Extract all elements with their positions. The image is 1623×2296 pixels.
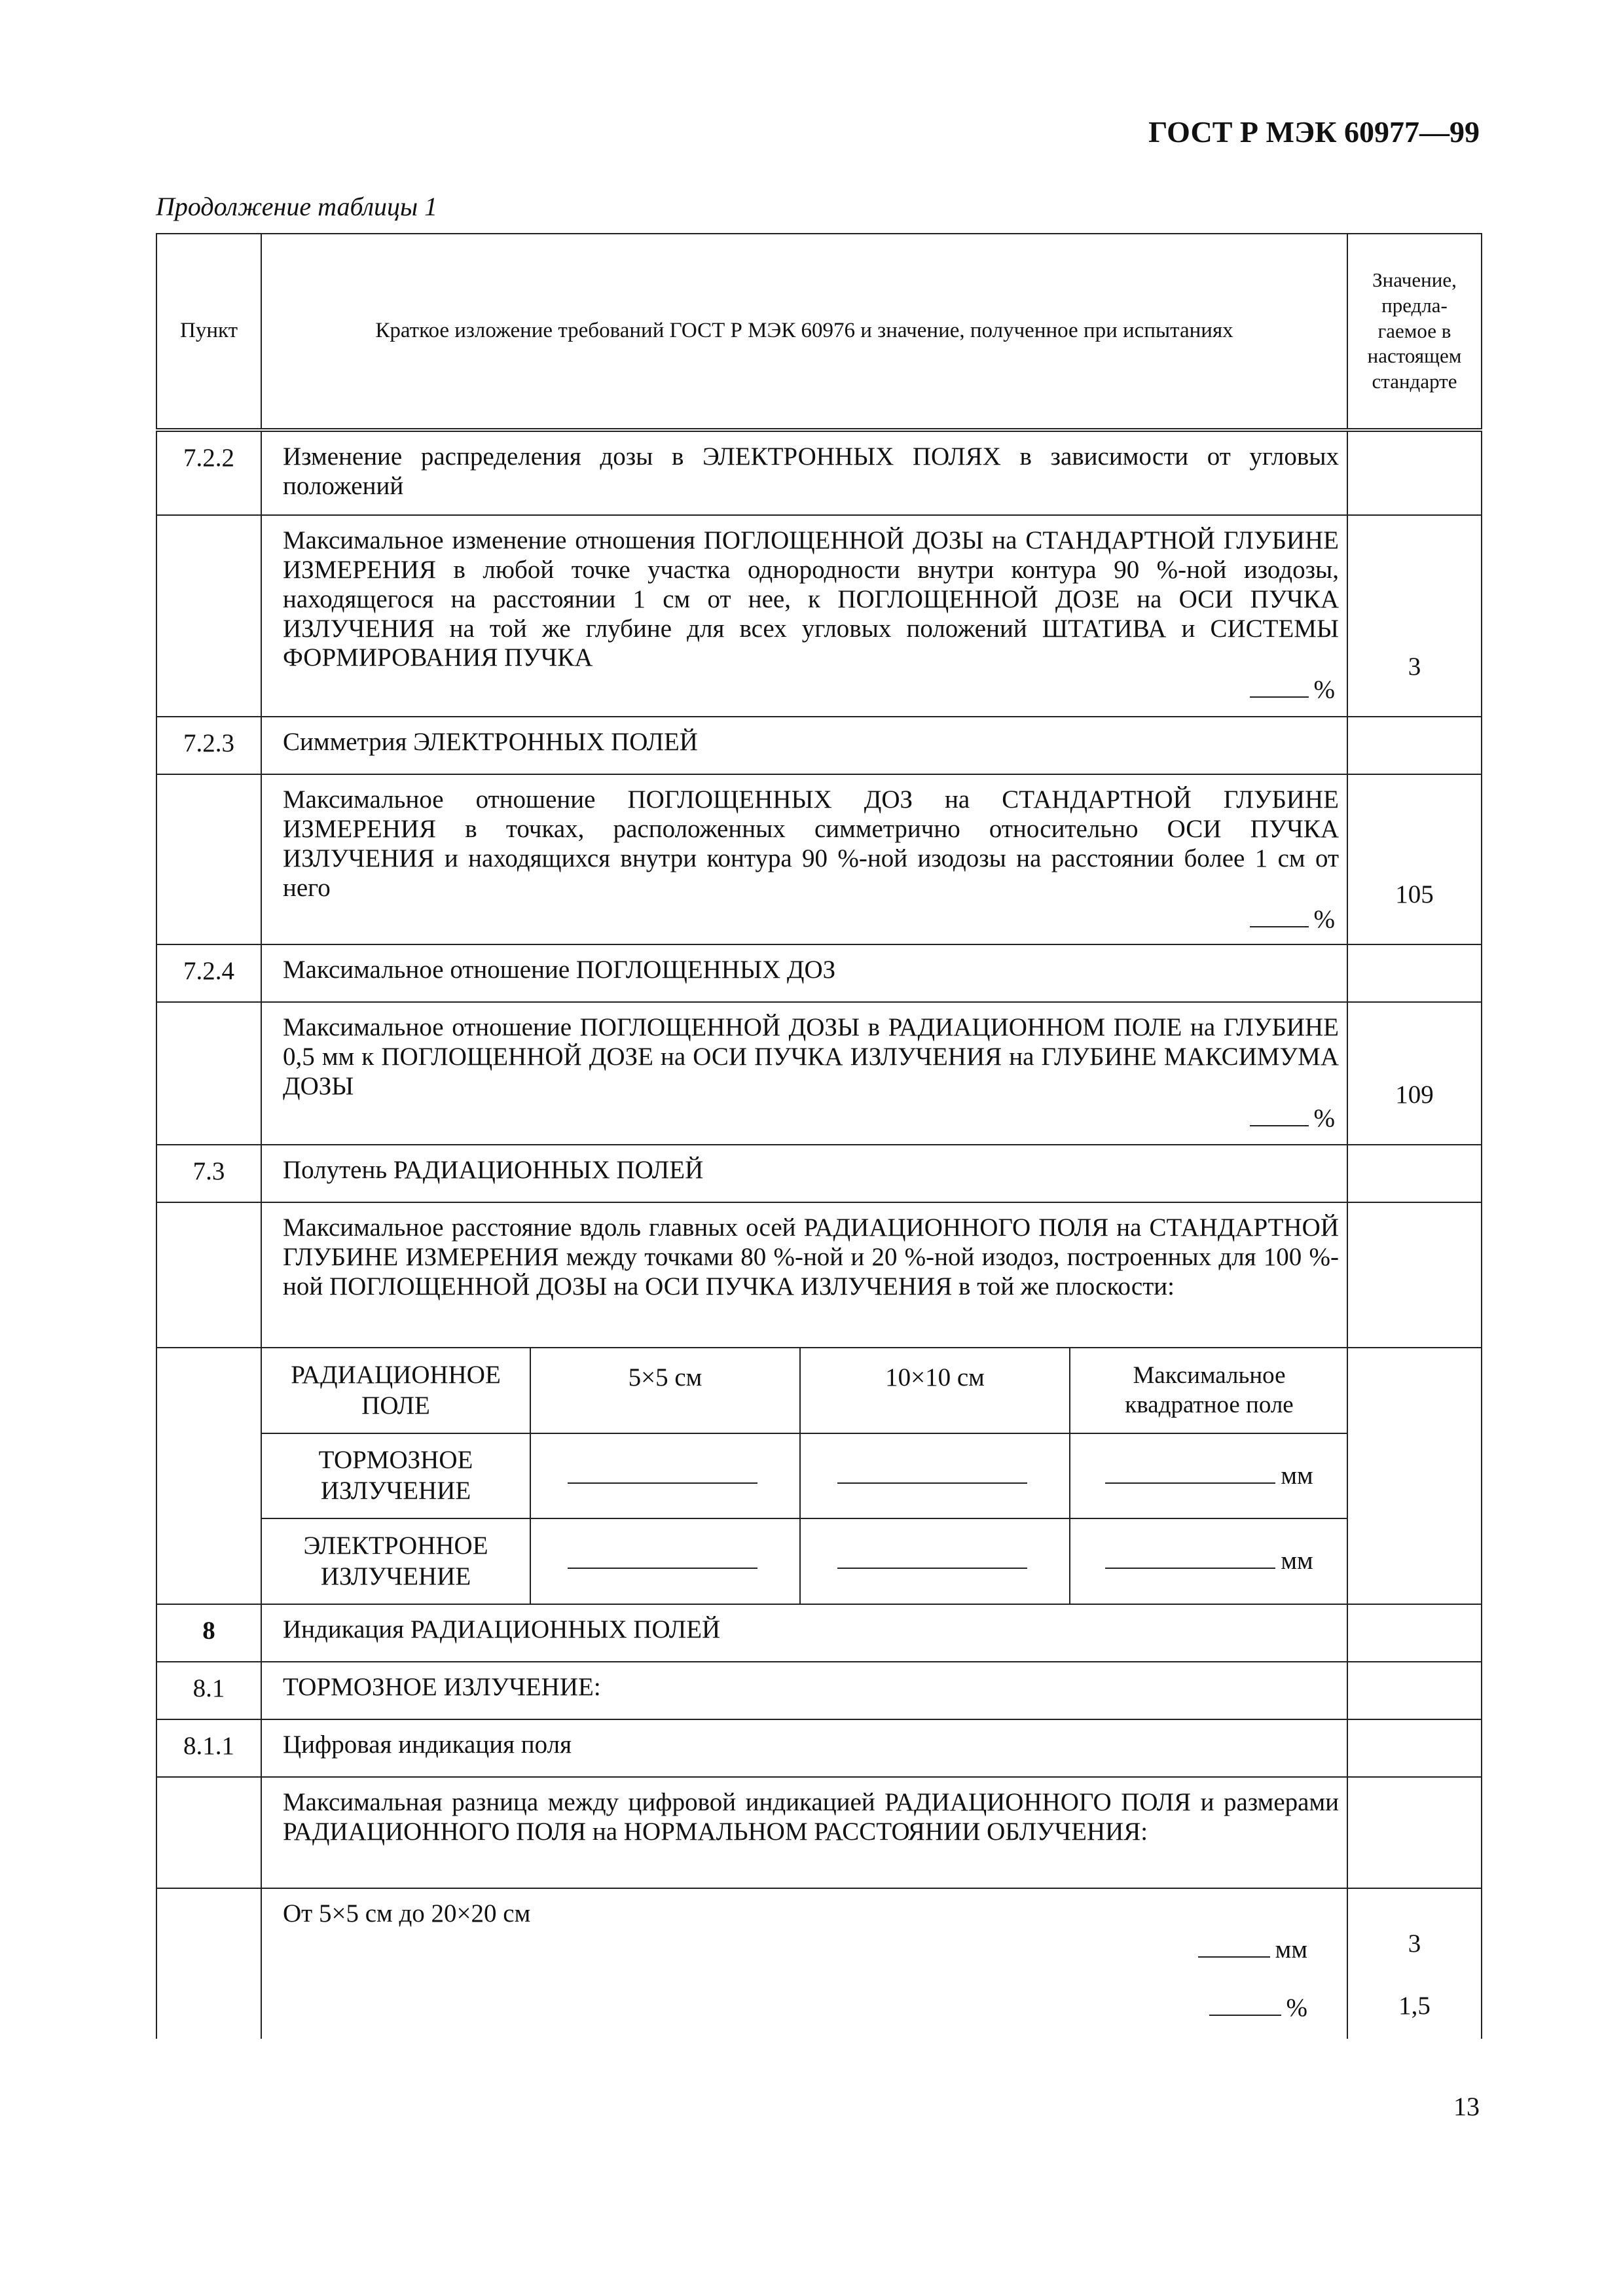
value-cell: 109 [1347, 1002, 1482, 1145]
requirement-cell [261, 774, 1347, 944]
requirement-text: Индикация РАДИАЦИОННЫХ ПОЛЕЙ [261, 1604, 1347, 1662]
penumbra-table [262, 1348, 1348, 1604]
penumbra-blank-cell [800, 1518, 1070, 1604]
requirement-cell [261, 515, 1347, 717]
column-header-item: Пункт [156, 234, 261, 430]
table-caption: Продолжение таблицы 1 [156, 192, 438, 221]
result-blank [1209, 2015, 1281, 2016]
table-row [156, 1719, 1482, 1777]
requirement-text: Максимальное изменение отношения ПОГЛОЩЕННОЙ ДОЗЫ на СТАНДАРТНОЙ ГЛУБИНЕ ИЗМЕРЕНИЯ в любой точке участка однородности внутри контура 90 %-ной изодозы, находящегося на расстоянии 1 см от нее, к ПОГЛОЩЕННОЙ ДОЗЕ на ОСИ ПУЧКА ИЗЛУЧЕНИЯ на той же глубине для всех угловых положений ШТАТИВА и СИСТЕМЫ ФОРМИРОВАНИЯ ПУЧКА [283, 526, 1339, 672]
result-blank [837, 1482, 1027, 1484]
result-unit: % [1313, 1103, 1335, 1132]
result-unit: мм [1275, 1935, 1307, 1964]
result-blank [1105, 1482, 1275, 1484]
penumbra-blank-cell [530, 1433, 800, 1518]
penumbra-row [262, 1518, 1348, 1604]
penumbra-row [262, 1433, 1348, 1518]
table-row [156, 515, 1482, 717]
penumbra-row-label: ЭЛЕКТРОННОЕ ИЗЛУЧЕНИЕ [262, 1518, 530, 1604]
result-blank [1250, 696, 1309, 698]
value-cell [1347, 1662, 1482, 1719]
result-blank [1105, 1568, 1275, 1569]
result-blank [1198, 1956, 1270, 1958]
penumbra-blank-cell [1070, 1518, 1348, 1604]
result-line-mm [283, 1935, 1339, 1965]
item-number-empty [156, 1002, 261, 1145]
value-cell [1347, 1202, 1482, 1348]
result-unit: % [1313, 905, 1335, 934]
item-number-empty [156, 1202, 261, 1348]
table-row [156, 1777, 1482, 1888]
standard-number: ГОСТ Р МЭК 60977—99 [1148, 115, 1480, 149]
requirement-text: От 5×5 см до 20×20 см [283, 1899, 531, 1928]
penumbra-header-max: Максимальное квадратное поле [1070, 1348, 1348, 1433]
column-header-value [1347, 234, 1482, 430]
value-cell [1347, 717, 1482, 774]
result-blank [1250, 926, 1309, 927]
penumbra-cell [261, 1348, 1347, 1604]
table-row [156, 1002, 1482, 1145]
table-row [156, 717, 1482, 774]
requirement-text: Максимальное отношение ПОГЛОЩЕННЫХ ДОЗ [261, 944, 1347, 1002]
result-unit: % [1286, 1993, 1307, 2022]
requirement-text: Максимальное отношение ПОГЛОЩЕННЫХ ДОЗ на СТАНДАРТНОЙ ГЛУБИНЕ ИЗМЕРЕНИЯ в точках, расположенных симметрично относительно ОСИ ПУЧКА ИЗЛУЧЕНИЯ и находящихся внутри контура 90 %-ной изодозы на расстоянии более 1 см от него [283, 785, 1339, 902]
requirement-text: Максимальное отношение ПОГЛОЩЕННОЙ ДОЗЫ в РАДИАЦИОННОМ ПОЛЕ на ГЛУБИНЕ 0,5 мм к ПОГЛОЩЕННОЙ ДОЗЕ на ОСИ ПУЧКА ИЗЛУЧЕНИЯ на ГЛУБИНЕ МАКСИМУМА ДОЗЫ [283, 1013, 1339, 1100]
table-row [156, 1202, 1482, 1348]
requirement-text: Изменение распределения дозы в ЭЛЕКТРОННЫХ ПОЛЯХ в зависимости от угловых положений [261, 430, 1347, 515]
result-unit: % [1313, 675, 1335, 704]
result-blank [837, 1568, 1027, 1569]
table-row [156, 774, 1482, 944]
value-cell [1347, 1145, 1482, 1202]
value-cell: 3 [1347, 515, 1482, 717]
penumbra-row-label: ТОРМОЗНОЕ ИЗЛУЧЕНИЕ [262, 1433, 530, 1518]
value-mm: 3 [1408, 1929, 1421, 1958]
requirement-text: Цифровая индикация поля [261, 1719, 1347, 1777]
result-line [283, 675, 1339, 705]
column-header-summary: Краткое изложение требований ГОСТ Р МЭК 60976 и значение, полученное при испытаниях [261, 234, 1347, 430]
result-unit: мм [1281, 1547, 1313, 1575]
column-header-value-text: Значение, предла- гаемое в настоящем стандарте [1367, 268, 1462, 393]
item-number-empty [156, 1777, 261, 1888]
penumbra-header-10x10: 10×10 см [800, 1348, 1070, 1433]
table-row [156, 1145, 1482, 1202]
requirements-table [156, 233, 1482, 2039]
value-cell [1347, 430, 1482, 515]
item-number: 7.2.2 [156, 430, 261, 515]
value-cell [1347, 944, 1482, 1002]
item-number-empty [156, 1348, 261, 1604]
result-line [283, 1104, 1339, 1134]
table-row [156, 1604, 1482, 1662]
value-cell [1347, 1348, 1482, 1604]
table-row [156, 1888, 1482, 2039]
result-line-percent [283, 1994, 1339, 2023]
requirement-text: Полутень РАДИАЦИОННЫХ ПОЛЕЙ [261, 1145, 1347, 1202]
result-unit: мм [1281, 1461, 1313, 1490]
requirement-text: ТОРМОЗНОЕ ИЗЛУЧЕНИЕ: [261, 1662, 1347, 1719]
penumbra-header-field: РАДИАЦИОННОЕ ПОЛЕ [262, 1348, 530, 1433]
page-number: 13 [1453, 2092, 1480, 2121]
penumbra-header-5x5: 5×5 см [530, 1348, 800, 1433]
requirement-text: Максимальная разница между цифровой индикацией РАДИАЦИОННОГО ПОЛЯ и размерами РАДИАЦИОННОГО ПОЛЯ на НОРМАЛЬНОМ РАССТОЯНИИ ОБЛУЧЕНИЯ: [261, 1777, 1347, 1888]
table-header-row [156, 234, 1482, 430]
item-number-empty [156, 774, 261, 944]
penumbra-blank-cell [800, 1433, 1070, 1518]
value-cell [1347, 1888, 1482, 2039]
value-cell [1347, 1777, 1482, 1888]
item-number: 8 [156, 1604, 261, 1662]
requirement-text: Симметрия ЭЛЕКТРОННЫХ ПОЛЕЙ [261, 717, 1347, 774]
item-number: 8.1 [156, 1662, 261, 1719]
item-number: 7.2.3 [156, 717, 261, 774]
result-line [283, 905, 1339, 935]
result-blank [568, 1482, 757, 1484]
requirement-text: Максимальное расстояние вдоль главных осей РАДИАЦИОННОГО ПОЛЯ на СТАНДАРТНОЙ ГЛУБИНЕ ИЗМЕРЕНИЯ между точками 80 %-ной и 20 %-ной изодоз, построенных для 100 %-ной ПОГЛОЩЕННОЙ ДОЗЫ на ОСИ ПУЧКА ИЗЛУЧЕНИЯ в той же плоскости: [261, 1202, 1347, 1348]
item-number: 8.1.1 [156, 1719, 261, 1777]
requirement-cell [261, 1002, 1347, 1145]
table-row [156, 1662, 1482, 1719]
requirement-cell [261, 1888, 1347, 2039]
table-row [156, 944, 1482, 1002]
table-row [156, 1348, 1482, 1604]
item-number: 7.3 [156, 1145, 261, 1202]
penumbra-blank-cell [530, 1518, 800, 1604]
value-percent: 1,5 [1398, 1991, 1431, 2020]
penumbra-header-row [262, 1348, 1348, 1433]
item-number-empty [156, 515, 261, 717]
table-row [156, 430, 1482, 515]
result-blank [568, 1568, 757, 1569]
item-number: 7.2.4 [156, 944, 261, 1002]
item-number-empty [156, 1888, 261, 2039]
value-cell [1347, 1719, 1482, 1777]
result-blank [1250, 1125, 1309, 1126]
value-cell [1347, 1604, 1482, 1662]
penumbra-blank-cell [1070, 1433, 1348, 1518]
value-cell: 105 [1347, 774, 1482, 944]
